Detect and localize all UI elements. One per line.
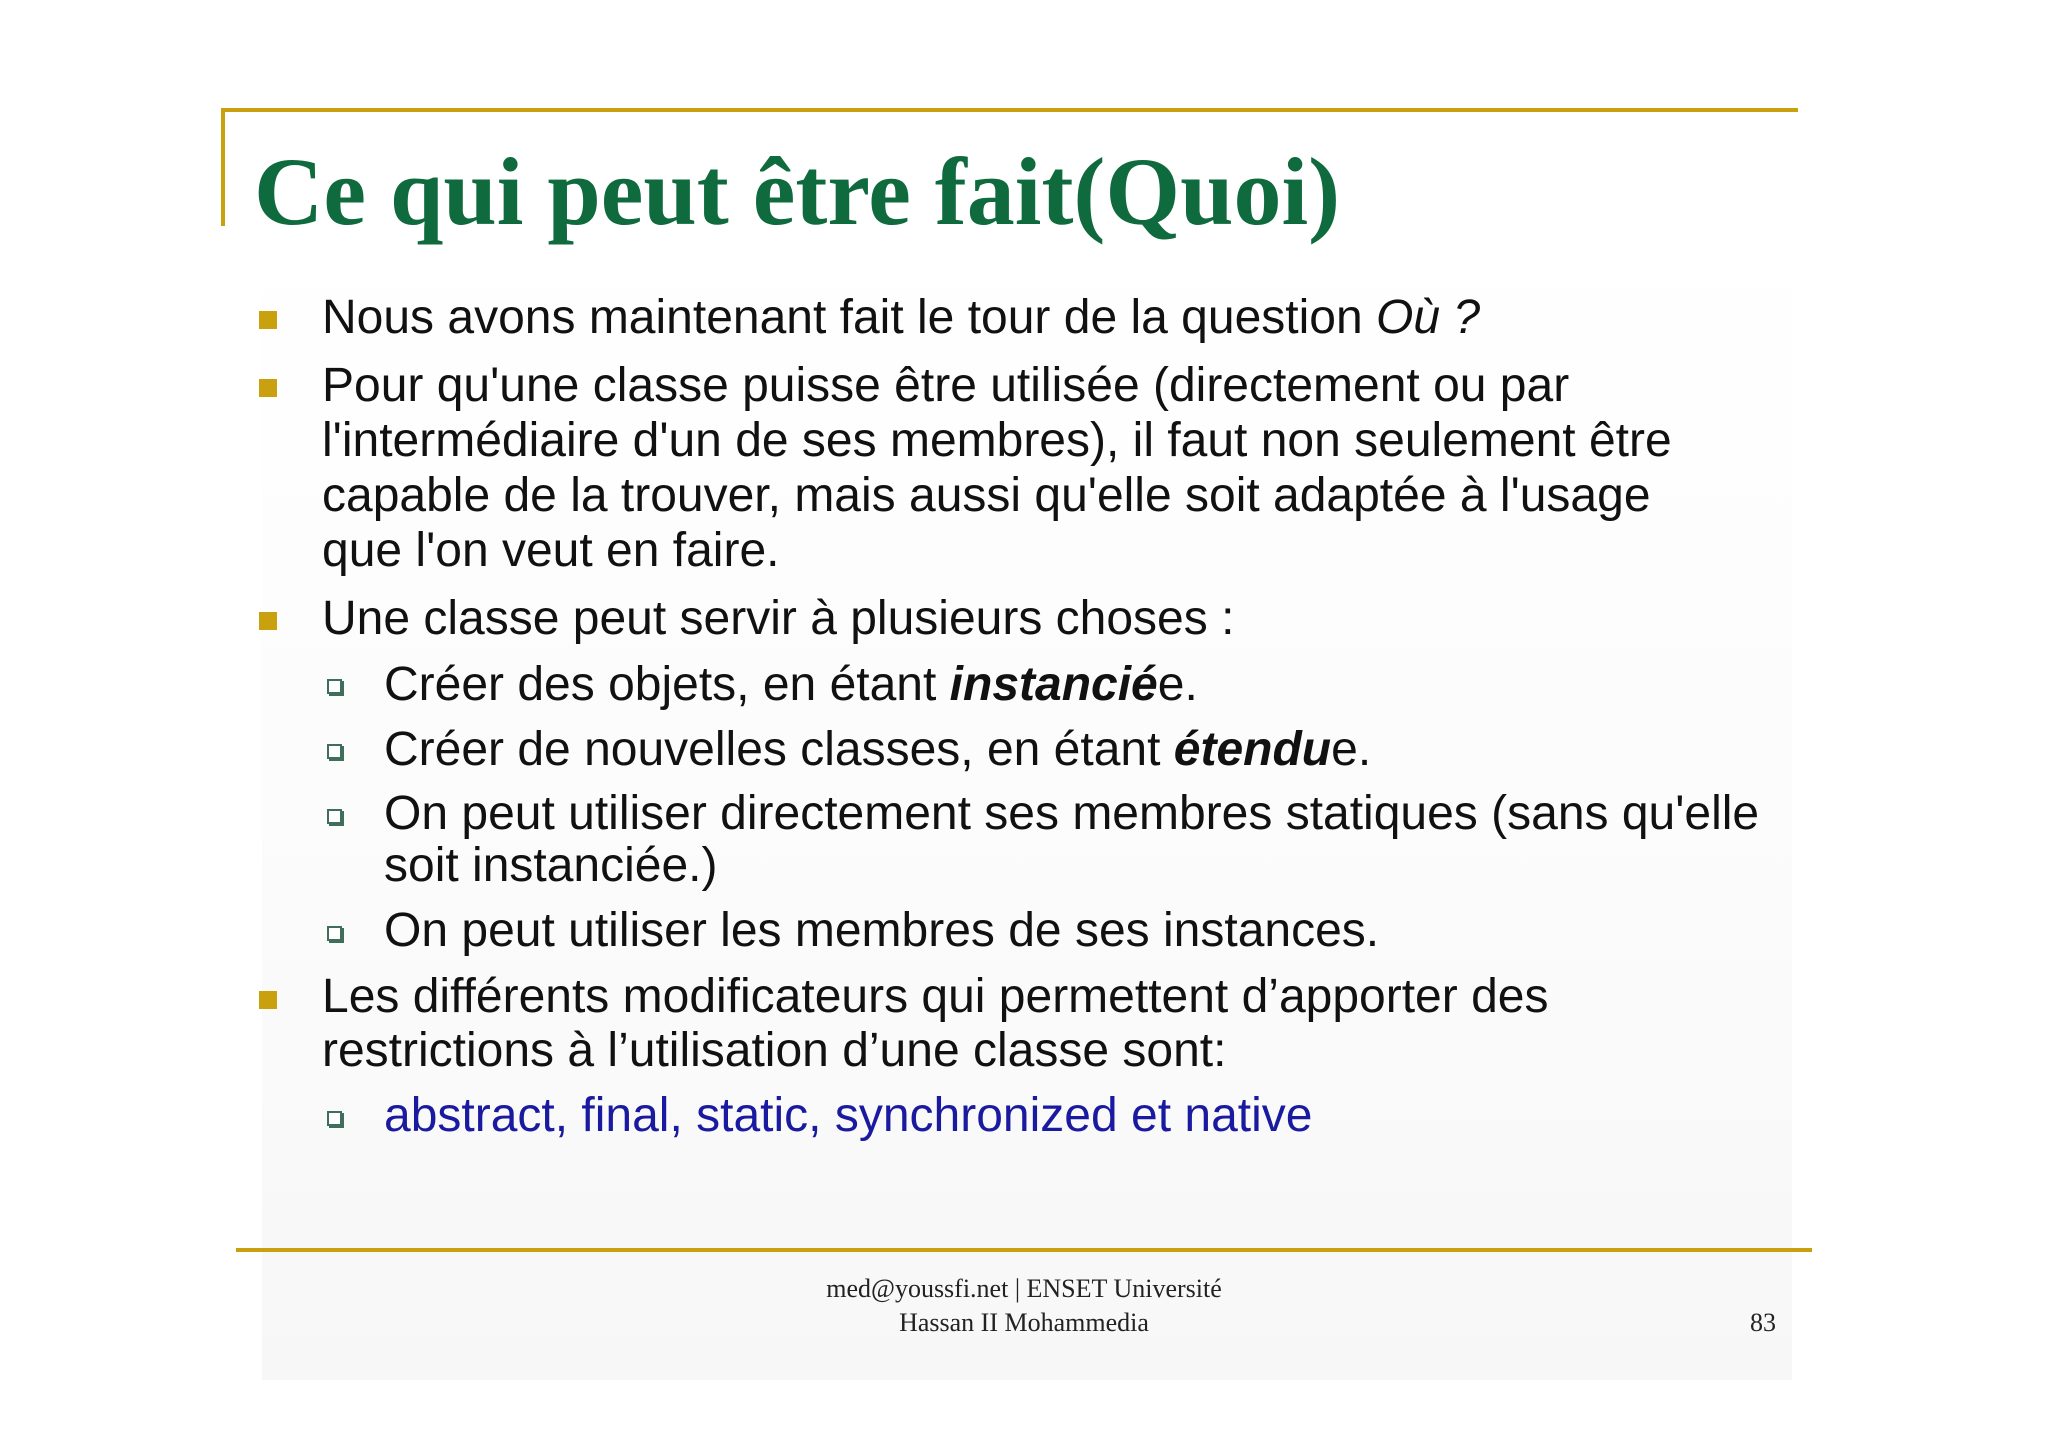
sub-list-item-continuation: soit instanciée.) <box>384 839 718 892</box>
list-item: Les différents modificateurs qui permettent d’apporter des <box>322 970 1549 1023</box>
sub-list-item: On peut utiliser directement ses membres statiques (sans qu'elle <box>384 787 1760 840</box>
square-bullet-icon <box>259 612 277 630</box>
list-item: Pour qu'une classe puisse être utilisée (directement ou par <box>322 359 1570 412</box>
sub-list-item: On peut utiliser les membres de ses instances. <box>384 904 1380 957</box>
square-bullet-icon <box>259 379 277 397</box>
footer-rule <box>236 1248 1812 1252</box>
square-bullet-icon <box>259 991 277 1009</box>
list-item-continuation: l'intermédiaire d'un de ses membres), il faut non seulement être <box>322 414 1672 467</box>
hollow-square-bullet-icon <box>327 926 342 941</box>
sub-list-item <box>384 657 1198 712</box>
sub-list-item-keywords: abstract, final, static, synchronized et native <box>384 1089 1313 1142</box>
sub-list-item <box>384 722 1371 777</box>
page-number: 83 <box>1750 1308 1776 1337</box>
emphasized-term: étendu <box>1173 723 1332 776</box>
bullet-text-italic: Où ? <box>1375 291 1481 344</box>
footer <box>774 1272 1274 1340</box>
hollow-square-bullet-icon <box>327 679 342 694</box>
hollow-square-bullet-icon <box>327 1111 342 1126</box>
footer-line-1: med@youssfi.net | ENSET Université <box>826 1274 1222 1303</box>
square-bullet-icon <box>259 311 277 329</box>
sub-item-text-suffix: e. <box>1331 723 1372 776</box>
list-item-continuation: que l'on veut en faire. <box>322 524 780 577</box>
slide-title: Ce qui peut être fait(Quoi) <box>254 138 1341 245</box>
title-top-rule <box>221 108 1798 112</box>
hollow-square-bullet-icon <box>327 744 342 759</box>
sub-item-text: Créer de nouvelles classes, en étant <box>384 723 1174 776</box>
list-item-continuation: restrictions à l’utilisation d’une classe sont: <box>322 1024 1227 1077</box>
footer-line-2: Hassan II Mohammedia <box>899 1308 1149 1337</box>
sub-item-text: Créer des objets, en étant <box>384 658 950 711</box>
sub-item-text-suffix: e. <box>1157 658 1198 711</box>
list-item <box>322 290 1480 345</box>
title-left-rule <box>221 108 225 226</box>
bullet-text: Nous avons maintenant fait le tour de la question <box>322 291 1376 344</box>
list-item-continuation: capable de la trouver, mais aussi qu'elle soit adaptée à l'usage <box>322 469 1651 522</box>
hollow-square-bullet-icon <box>327 809 342 824</box>
list-item: Une classe peut servir à plusieurs choses : <box>322 592 1235 645</box>
emphasized-term: instancié <box>949 658 1158 711</box>
